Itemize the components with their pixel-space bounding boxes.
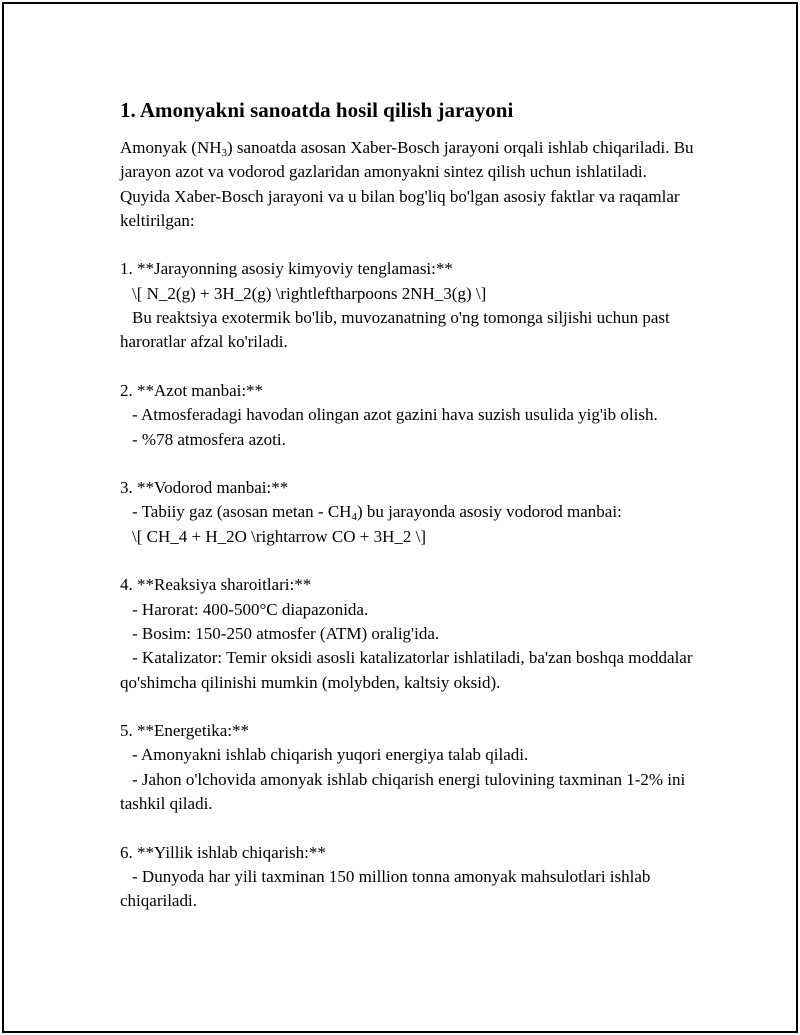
spacer <box>120 816 700 840</box>
spacer <box>120 355 700 379</box>
spacer <box>120 233 700 257</box>
section-3-item-1 <box>120 500 700 524</box>
section-4-item-3-text: - Katalizator: Temir oksidi asosli katalizatorlar ishlatiladi, ba'zan boshqa moddalar qo'shimcha qilinishi mumkin (molybden, kaltsiy oksid). <box>120 648 693 692</box>
section-5-item-1: - Amonyakni ishlab chiqarish yuqori energiya talab qiladi. <box>132 745 529 765</box>
section-5-item-2-text: - Jahon o'lchovida amonyak ishlab chiqarish energi tulovining taxminan 1-2% ini tashkil qiladi. <box>120 769 686 814</box>
document-content <box>120 96 700 914</box>
section-2-item-1-text: - Atmosferadagi havodan olingan azot gazini hava suzish usulida yig'ib olish. <box>132 405 658 425</box>
intro-text-rest: ) sanoatda asosan Xaber-Bosch jarayoni orqali ishlab chiqariladi. Bu jarayon azot va vodorod gazlaridan amonyakni sintez qilish uchun ishlatiladi. Quyida Xaber-Bosch jarayoni va u bilan bog'liq bo'lgan asosiy faktlar va raqamlar keltirilgan: <box>120 138 694 230</box>
section-6-item-1 <box>120 865 700 914</box>
intro-text-start: Amonyak (NH <box>120 138 222 157</box>
intro-formula-subscript: 3 <box>221 147 228 159</box>
spacer <box>120 452 700 476</box>
spacer <box>120 695 700 719</box>
section-6-item-1-text: - Dunyoda har yili taxminan 150 million tonna amonyak mahsulotlari ishlab chiqariladi. <box>120 866 651 911</box>
section-3-item-1-start: - Tabiiy gaz (asosan metan - CH <box>132 502 352 522</box>
section-3-heading: 3. **Vodorod manbai:** <box>120 478 289 498</box>
section-1-text-content: Bu reaktsiya exotermik bo'lib, muvozanatning o'ng tomonga siljishi uchun past haroratlar afzal ko'riladi. <box>120 308 670 352</box>
section-3-item-1-end: ) bu jarayonda asosiy vodorod manbai: <box>356 502 622 522</box>
document-page <box>2 2 798 1033</box>
section-1-heading: 1. **Jarayonning asosiy kimyoviy tenglamasi:** <box>120 259 453 279</box>
section-4-item-3 <box>120 646 700 695</box>
section-4-item-2: - Bosim: 150-250 atmosfer (ATM) oralig'ida. <box>132 623 440 643</box>
section-1-equation: \[ N_2(g) + 3H_2(g) \rightleftharpoons 2NH_3(g) \] <box>132 283 487 303</box>
section-5-item-2 <box>120 768 700 817</box>
section-5-heading: 5. **Energetika:** <box>120 721 250 741</box>
page-title: 1. Amonyakni sanoatda hosil qilish jarayoni <box>120 98 514 122</box>
section-4-heading: 4. **Reaksiya sharoitlari:** <box>120 575 312 595</box>
intro-paragraph <box>120 136 700 233</box>
section-2-item-1 <box>120 403 700 427</box>
section-6-heading: 6. **Yillik ishlab chiqarish:** <box>120 842 326 862</box>
section-2-item-2: - %78 atmosfera azoti. <box>132 429 286 449</box>
section-2-heading: 2. **Azot manbai:** <box>120 380 264 400</box>
section-3-formula-subscript: 4 <box>351 511 357 524</box>
spacer <box>120 549 700 573</box>
section-1-text <box>120 306 700 355</box>
section-3-equation: \[ CH_4 + H_2O \rightarrow CO + 3H_2 \] <box>132 526 426 546</box>
section-4-item-1: - Harorat: 400-500°C diapazonida. <box>132 599 369 619</box>
